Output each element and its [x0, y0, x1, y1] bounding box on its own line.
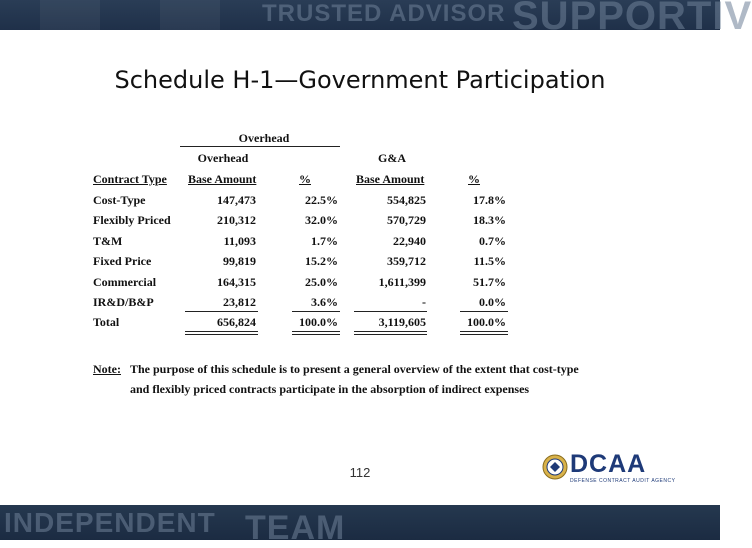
subtotal-rule	[292, 311, 340, 312]
banner-word-team: TEAM	[245, 509, 346, 547]
total-ga-base: 3,119,605	[378, 315, 426, 329]
row-overhead-pct: 25.0%	[305, 275, 338, 289]
row-label: T&M	[93, 234, 123, 248]
row-ga-base: 22,940	[393, 234, 426, 248]
row-ga-base: 359,712	[387, 254, 426, 268]
col-header-contract-type: Contract Type	[93, 172, 167, 186]
dcaa-logo	[540, 450, 680, 490]
row-overhead-base: 23,812	[223, 295, 256, 309]
schedule-table	[92, 128, 612, 398]
banner-stripe	[40, 0, 100, 30]
subtotal-rule	[185, 311, 258, 312]
banner-word-trusted-advisor: TRUSTED ADVISOR	[262, 0, 506, 27]
logo-wordmark: DCAA	[570, 450, 647, 478]
row-ga-pct: 17.8%	[473, 193, 506, 207]
row-overhead-pct: 1.7%	[311, 234, 338, 248]
logo-subtitle: DEFENSE CONTRACT AUDIT AGENCY	[570, 478, 676, 484]
row-ga-base: 1,611,399	[378, 275, 426, 289]
slide-title: Schedule H-1—Government Participation	[114, 66, 606, 94]
row-overhead-base: 11,093	[223, 234, 256, 248]
row-overhead-base: 210,312	[217, 213, 256, 227]
row-overhead-base: 164,315	[217, 275, 256, 289]
row-ga-base: 554,825	[387, 193, 426, 207]
total-overhead-pct: 100.0%	[299, 315, 338, 329]
group-header-overhead: Overhead	[238, 131, 290, 145]
row-overhead-base: 99,819	[223, 254, 256, 268]
row-ga-pct: 11.5%	[473, 254, 506, 268]
total-double-rule	[354, 331, 427, 335]
subtotal-rule	[354, 311, 427, 312]
subtotal-rule	[460, 311, 508, 312]
note-label: Note:	[93, 362, 121, 376]
col-header-ga-base: Base Amount	[356, 172, 425, 186]
dod-seal-icon	[542, 454, 568, 480]
row-overhead-pct: 32.0%	[305, 213, 338, 227]
banner-word-supportive: SUPPORTIV	[512, 0, 752, 38]
row-label: Fixed Price	[93, 254, 152, 268]
row-label: IR&D/B&P	[93, 295, 154, 309]
banner-stripe	[160, 0, 220, 30]
subheader-ga: G&A	[378, 151, 406, 165]
row-ga-base: 570,729	[387, 213, 426, 227]
total-double-rule	[460, 331, 508, 335]
top-banner	[0, 0, 752, 38]
col-header-ga-pct: %	[468, 172, 480, 186]
banner-word-independent: INDEPENDENT	[4, 507, 216, 538]
total-overhead-base: 656,824	[217, 315, 256, 329]
col-header-overhead-base: Base Amount	[188, 172, 257, 186]
row-overhead-pct: 3.6%	[311, 295, 338, 309]
row-ga-pct: 18.3%	[473, 213, 506, 227]
total-double-rule	[185, 331, 258, 335]
row-overhead-base: 147,473	[217, 193, 256, 207]
bottom-banner	[0, 505, 720, 547]
row-ga-pct: 0.7%	[479, 234, 506, 248]
col-header-overhead-pct: %	[299, 172, 311, 186]
row-ga-base: -	[422, 295, 426, 309]
note-line-2: and flexibly priced contracts participate in the absorption of indirect expenses	[130, 382, 530, 396]
row-label: Flexibly Priced	[93, 213, 171, 227]
row-overhead-pct: 15.2%	[305, 254, 338, 268]
total-label: Total	[93, 315, 120, 329]
row-label: Cost-Type	[93, 193, 146, 207]
total-ga-pct: 100.0%	[467, 315, 506, 329]
group-rule	[180, 146, 340, 147]
row-ga-pct: 0.0%	[479, 295, 506, 309]
row-ga-pct: 51.7%	[473, 275, 506, 289]
note-line-1: The purpose of this schedule is to present a general overview of the extent that cost-type	[130, 362, 579, 376]
total-double-rule	[292, 331, 340, 335]
page-number: 112	[349, 465, 371, 480]
row-overhead-pct: 22.5%	[305, 193, 338, 207]
row-label: Commercial	[93, 275, 157, 289]
subheader-overhead: Overhead	[197, 151, 249, 165]
